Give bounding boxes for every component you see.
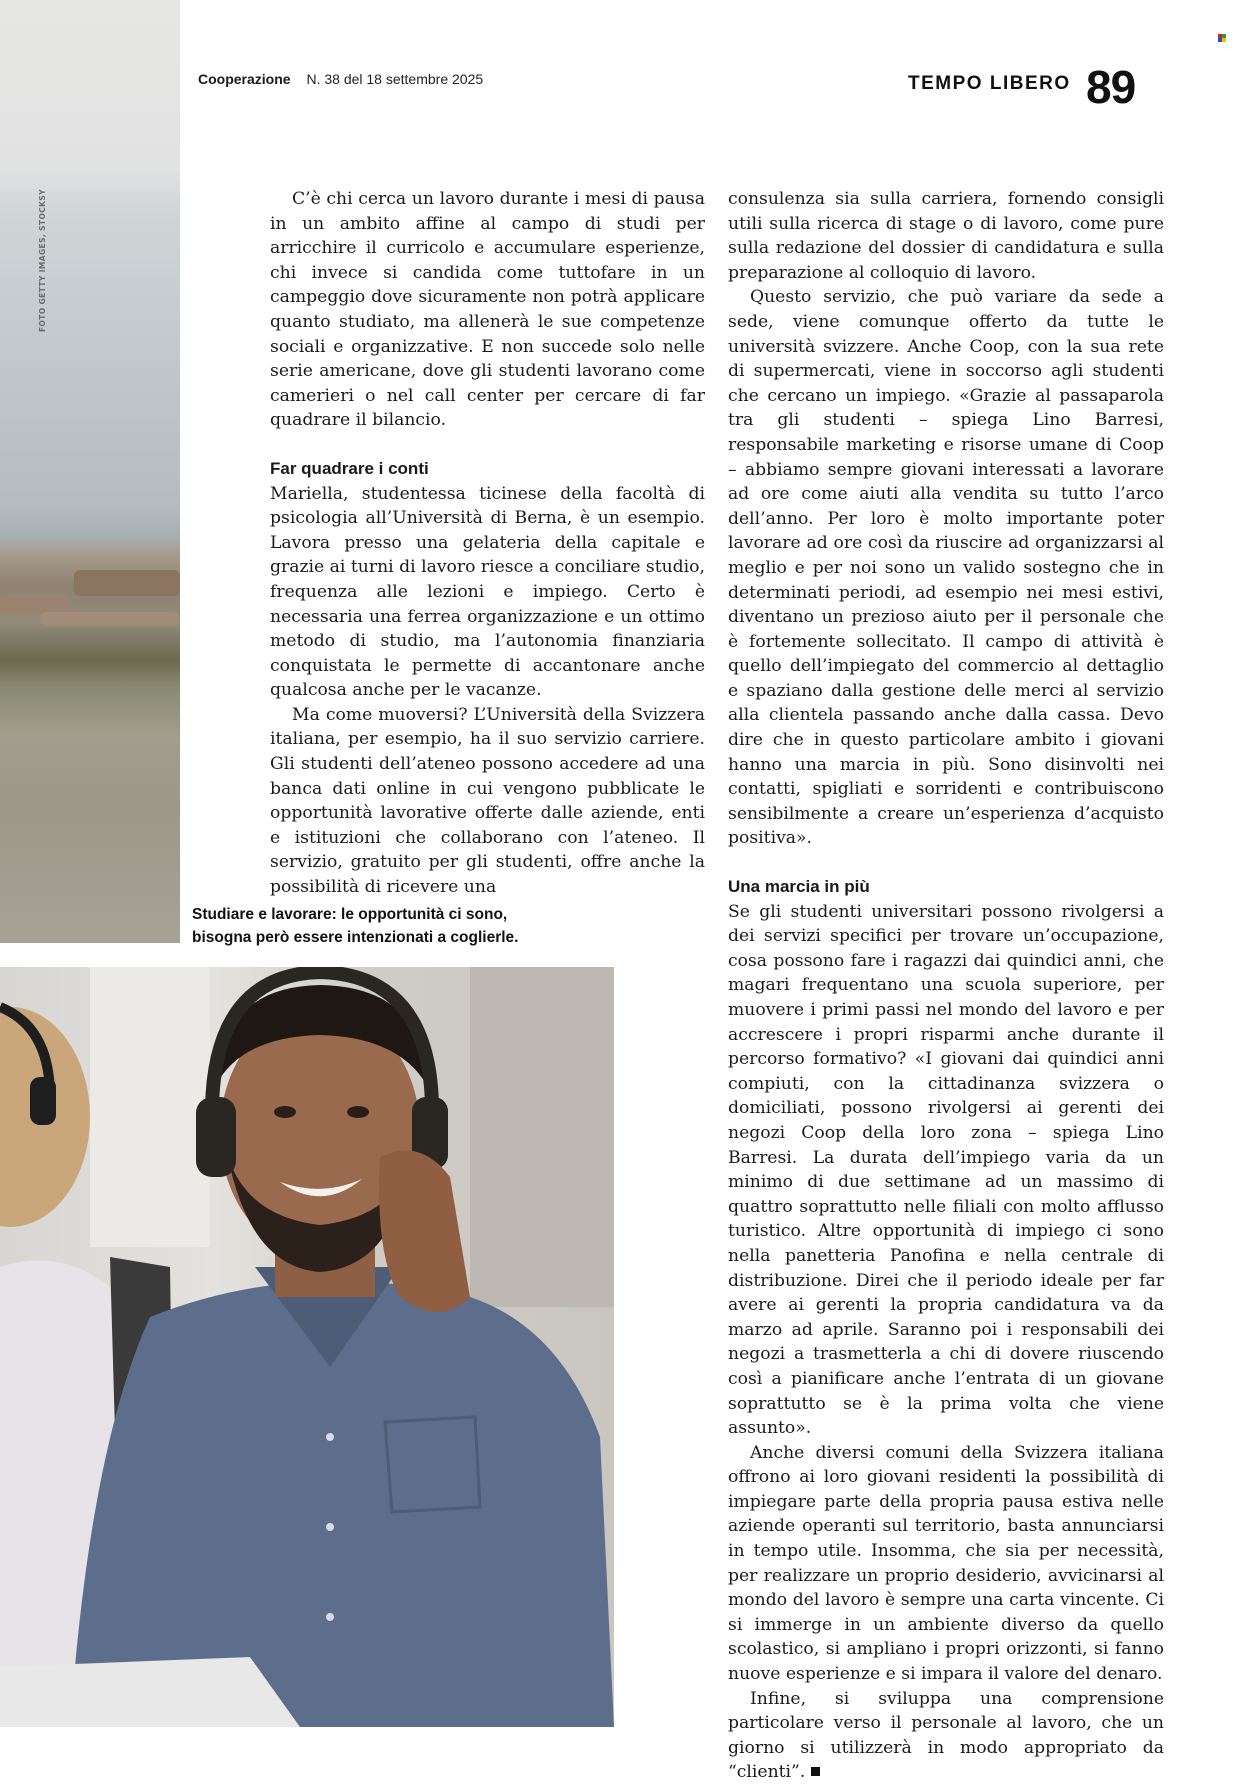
caption-line: Studiare e lavorare: le opportunità ci sono,	[192, 906, 508, 923]
window-light	[90, 967, 210, 1247]
article-column-right	[728, 187, 1164, 1785]
beach-photo	[0, 0, 180, 943]
headset-earpiece-left	[196, 1097, 236, 1177]
end-of-article-mark	[811, 1767, 820, 1776]
call-center-illustration	[0, 967, 614, 1727]
color-registration-mark	[1218, 34, 1226, 42]
paragraph: Questo servizio, che può variare da sede a sede, viene comunque offerto da tutte le università svizzere. Anche Coop, con la sua rete di supermercati, viene in soccorso agli studenti che cercano un impiego. «Grazie al passaparola tra gli studenti – spiega Lino Barresi, responsabile marketing e risorse umane di Coop – abbiamo sempre giovani interessati a lavorare ad ore come aiuti alla vendita su tutto l’arco dell’anno. Per loro è molto importante poter lavorare ad ore così da riuscire ad organizzarsi al meglio e per noi sono un valido sostegno che in determinati periodi, ad esempio nei mesi estivi, diventano un prezioso aiuto per il personale che è fortemente sollecitato. Il campo di attività è quello dell’impiegato del commercio al dettaglio e spaziano dalla gestione delle merci al servizio alla clientela passando anche dalla cassa. Devo dire che in questo particolare ambito i giovani hanno una marcia in più. Sono disinvolti nei contatti, spigliati e sorridenti e contribuiscono sensibilmente a creare un’esperienza d’acquisto positiva».	[728, 287, 1164, 849]
photo-caption	[192, 903, 552, 949]
paragraph: Anche diversi comuni della Svizzera italiana offrono ai loro giovani residenti la possibilità di impiegare parte della propria pausa estiva nelle aziende operanti sul territorio, basta annunciarsi in tempo utile. Insomma, che sia per necessità, per realizzare un proprio desiderio, avvicinarsi al mondo del lavoro è sempre una carta vincente. Ci si immerge in un ambiente diverso da quello scolastico, si ampliano i propri orizzonti, si fanno nuove esperienze e si impara il valore del denaro.	[728, 1442, 1164, 1685]
paragraph: Ma come muoversi? L’Università della Svizzera italiana, per esempio, ha il suo servizio carriere. Gli studenti dell’ateneo possono accedere ad una banca dati online in cui vengono pubblicate le opportunità lavorative offerte dalle aziende, enti e istituzioni che collaborano con l’ateneo. Il servizio, gratuito per gli studenti, offre anche la possibilità di ricevere una	[270, 704, 705, 898]
eye-right	[347, 1106, 369, 1118]
desk-keyboard	[0, 1657, 300, 1727]
section-title: TEMPO LIBERO	[908, 73, 1071, 94]
article-column-left	[270, 187, 705, 900]
page-header	[198, 71, 483, 87]
photo-credit: FOTO GETTY IMAGES, STOCKSY	[38, 189, 47, 332]
magazine-name: Cooperazione	[198, 71, 291, 87]
paragraph: Se gli studenti universitari possono rivolgersi a dei servizi specifici per trovare un’occupazione, cosa possono fare i ragazzi dai quindici anni, che magari frequentano una scuola superiore, per muovere i primi passi nel mondo del lavoro e per accrescere i propri risparmi anche durante il percorso formativo? «I giovani dai quindici anni compiuti, con la cittadinanza svizzera o domiciliati, possono rivolgersi ai gerenti dei negozi Coop della loro zona – spiega Lino Barresi. La durata dell’impiego varia da un minimo di due settimane ad un massimo di quattro soprattutto nelle filiali con molto afflusso turistico. Altre opportunità di impiego ci sono nella panetteria Panofina e nella centrale di distribuzione. Direi che il periodo ideale per far avere ai gerenti la propria candidatura va da marzo ad aprile. Saranno poi i responsabili dei negozi a trasmetterla a chi di dovere riuscendo così a pianificare anche l’entrata di un giovane soprattutto se è la prima volta che viene assunto».	[728, 901, 1164, 1439]
paragraph: Mariella, studentessa ticinese della facoltà di psicologia all’Università di Berna, è un esempio. Lavora presso una gelateria della capitale e grazie ai turni di lavoro riesce a conciliare studio, frequenza alle lezioni e impiego. Certo è necessaria una ferrea organizzazione e un ottimo metodo di studio, ma l’autonomia finanziaria conquistata le permette di accantonare anche qualcosa anche per le vacanze.	[270, 483, 705, 701]
colleague-earpiece	[30, 1077, 56, 1125]
subheading: Far quadrare i conti	[270, 458, 429, 478]
eye-left	[274, 1106, 296, 1118]
subheading: Una marcia in più	[728, 877, 870, 897]
issue-info: N. 38 del 18 settembre 2025	[306, 71, 484, 87]
call-center-photo	[0, 967, 614, 1727]
background-wall	[470, 967, 614, 1307]
paragraph-final	[728, 1687, 1164, 1785]
shirt-button	[326, 1433, 334, 1441]
paragraph-text: Infine, si sviluppa una comprensione particolare verso il personale al lavoro, che un giorno si utilizzerà in modo appropriato da “clienti”.	[728, 1688, 1164, 1783]
page-number: 89	[1086, 61, 1136, 113]
shirt-button	[326, 1613, 334, 1621]
paragraph: C’è chi cerca un lavoro durante i mesi di pausa in un ambito affine al campo di studi per arricchire il curricolo e accumulare esperienze, chi invece si candida come tuttofare in un campeggio dove sicuramente non potrà applicare quanto studiato, ma allenerà le sue competenze sociali e organizzative. E non succede solo nelle serie americane, dove gli studenti lavorano come camerieri o nel call center per cercare di far quadrare il bilancio.	[270, 189, 705, 431]
shirt-button	[326, 1523, 334, 1531]
paragraph: consulenza sia sulla carriera, fornendo consigli utili sulla ricerca di stage o di lavoro, come pure sulla redazione del dossier di candidatura e sulla preparazione al colloquio di lavoro.	[728, 189, 1164, 283]
caption-line: bisogna però essere intenzionati a coglierle.	[192, 929, 519, 946]
